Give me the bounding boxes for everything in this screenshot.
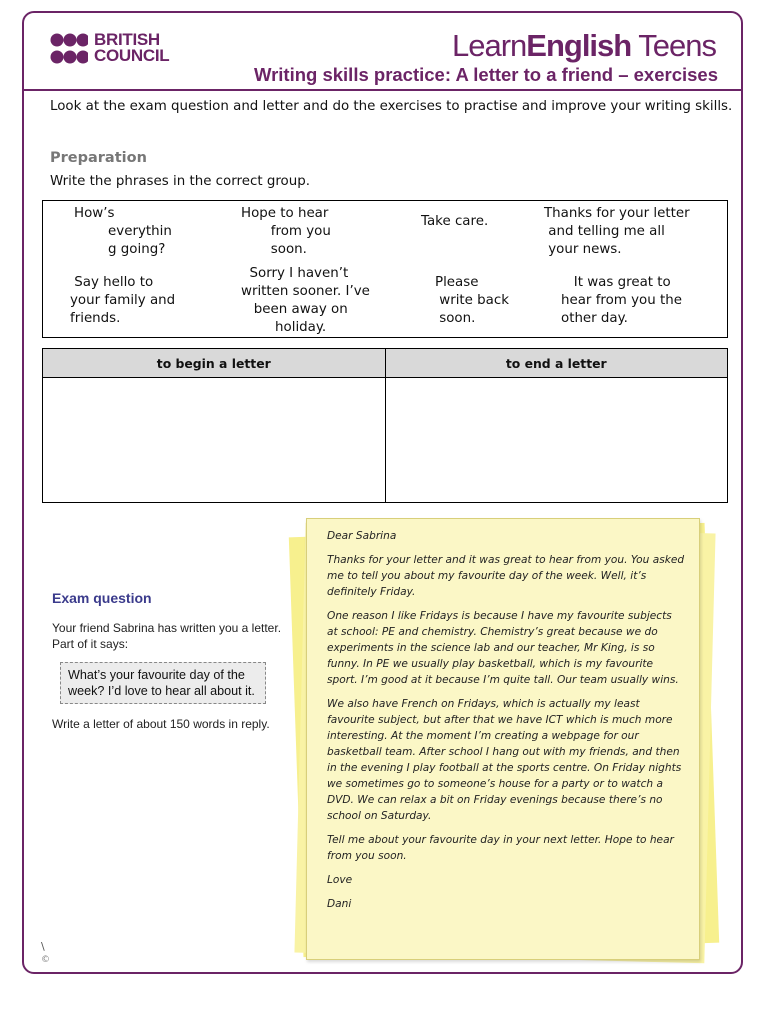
phrase-box [42, 200, 728, 338]
learnenglish-teens-brand [452, 28, 716, 64]
phrase-item: Say hello to your family and friends. [70, 275, 176, 326]
footer-copyright: © [41, 955, 50, 965]
phrase-item: Thanks for your letter and telling me all your news. [544, 206, 690, 257]
phrase-item: Please write back soon. [435, 275, 510, 326]
brand-teens: Teens [631, 28, 716, 63]
column-header-end: to end a letter [385, 349, 728, 378]
exam-task: Write a letter of about 150 words in reply. [52, 717, 270, 731]
column-header-begin: to begin a letter [43, 349, 386, 378]
exam-question-heading: Exam question [52, 590, 152, 606]
letter-paragraph: One reason I like Fridays is because I have my favourite subjects at school: PE and chemistry. Chemistry’s great because we do experiments in the science lab and our teacher, Mr King, is so funny. In PE we usually play basketball, which is my favourite sport. I’m good at it because I’m quite tall. Our team usually wins. [327, 610, 679, 686]
letter-closing: Love [327, 874, 353, 886]
letter-paragraph: Thanks for your letter and it was great to hear from you. You asked me to tell you about my favourite day of the week. Well, it’s definitely Friday. [327, 554, 685, 598]
brand-learn: Learn [451, 28, 527, 63]
instruction-text: Write the phrases in the correct group. [50, 174, 310, 189]
exam-quote: What’s your favourite day of the week? I’d love to hear all about it. [60, 662, 266, 704]
phrase-item: Sorry I haven’t written sooner. I’ve been away on holiday. [241, 266, 370, 335]
page-title: Writing skills practice: A letter to a friend – exercises [253, 64, 718, 85]
exam-question-text: Your friend Sabrina has written you a letter. Part of it says: [52, 621, 282, 651]
letter-signature: Dani [327, 898, 352, 910]
answer-cell-begin[interactable] [43, 378, 386, 503]
letter-text [327, 528, 685, 920]
brand-english: English [526, 28, 632, 63]
logo-dots-icon [50, 32, 88, 66]
phrase-item: It was great to hear from you the other day. [561, 275, 682, 326]
letter-greeting: Dear Sabrina [327, 530, 397, 542]
intro-text: Look at the exam question and letter and do the exercises to practise and improve your writing skills. [50, 99, 733, 114]
phrase-item: How’s everythin g going? [74, 206, 172, 257]
footer-line: \ [41, 940, 45, 953]
section-heading-preparation: Preparation [50, 150, 147, 166]
org-name: BRITISH COUNCIL [94, 30, 170, 65]
phrase-item: Hope to hear from you soon. [241, 206, 331, 257]
answer-cell-end[interactable] [385, 378, 728, 503]
sorting-table [42, 348, 728, 503]
letter-paragraph: We also have French on Fridays, which is actually my least favourite subject, but after that we have ICT which is much more interesting. At the moment I’m creating a webpage for our basketball team. After school I hang out with my friends, and then in the evening I play football at the sports centre. On Friday nights we sometimes go to someone’s house for a party or to watch a DVD. We can relax a bit on Friday evenings because there’s no school on Saturday. [327, 698, 682, 822]
letter-paragraph: Tell me about your favourite day in your next letter. Hope to hear from you soon. [327, 834, 674, 862]
header-divider [24, 89, 741, 91]
phrase-item: Take care. [421, 214, 489, 229]
